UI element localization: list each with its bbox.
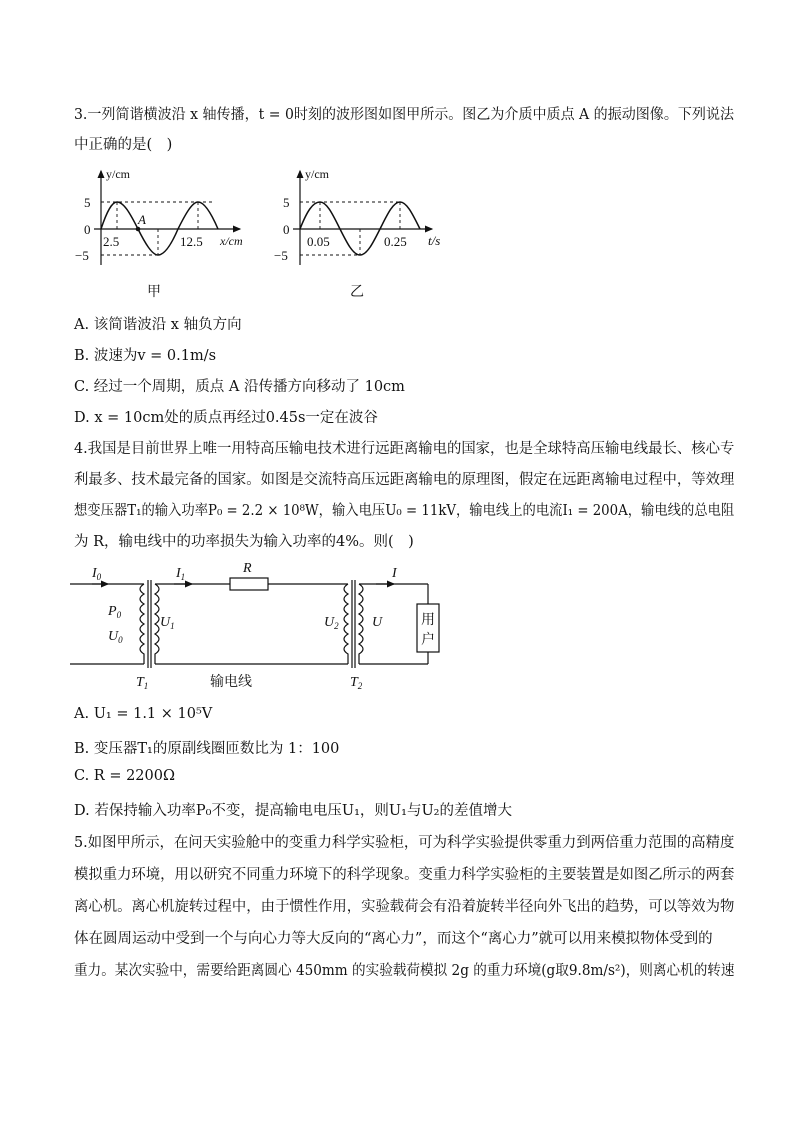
q4-option-a: A. U₁ = 1.1 × 10⁵V bbox=[74, 706, 213, 722]
q3-option-d: D. x = 10cm处的质点再经过0.45s一定在波谷 bbox=[74, 410, 378, 426]
q3-stem-line1: 3.一列简谐横波沿 x 轴传播，t = 0时刻的波形图如图甲所示。图乙为介质中质点 A 的振动图像。下列说法 bbox=[74, 107, 735, 123]
q3-yi-xlabel: t/s bbox=[428, 233, 441, 248]
q4-option-b: B. 变压器T₁的原副线圈匝数比为 1：100 bbox=[74, 741, 340, 757]
q4-stem-line2: 利最多、技术最完备的国家。如图是交流特高压远距离输电的原理图，假定在远距离输电过程中，等效理 bbox=[74, 472, 735, 488]
q3-option-c: C. 经过一个周期，质点 A 沿传播方向移动了 10cm bbox=[74, 379, 405, 395]
q4-t2-primary-coil bbox=[344, 584, 348, 664]
q3-jia-x1: 2.5 bbox=[103, 234, 120, 249]
q4-label-u0: $U_0$ bbox=[108, 629, 123, 645]
q3-yi-ylabel: y/cm bbox=[305, 167, 329, 181]
q3-jia-y-zero: 0 bbox=[84, 222, 91, 237]
q4-label-t2: $T_2$ bbox=[350, 675, 363, 691]
q3-jia-x2: 12.5 bbox=[180, 234, 203, 249]
q3-jia-caption: 甲 bbox=[147, 284, 161, 300]
q4-label-p0: $P_0$ bbox=[108, 604, 122, 620]
q5-stem-line1: 5.如图甲所示，在问天实验舱中的变重力科学实验柜，可为科学实验提供零重力到两倍重力范围的高精度 bbox=[74, 835, 735, 851]
q4-stem-line1: 4.我国是目前世界上唯一用特高压输电技术进行远距离输电的国家，也是全球特高压输电线最长、核心专 bbox=[74, 441, 735, 457]
q4-t2-secondary-coil bbox=[359, 584, 363, 664]
q3-yi-y-zero: 0 bbox=[283, 222, 290, 237]
q4-option-d: D. 若保持输入功率P₀不变，提高输电电压U₁，则U₁与U₂的差值增大 bbox=[74, 803, 512, 819]
q4-label-i1: $I_1$ bbox=[176, 566, 186, 582]
q3-jia-point-a-dot bbox=[136, 227, 141, 232]
q4-label-u1: $U_1$ bbox=[160, 615, 175, 631]
q3-jia-point-a: A bbox=[138, 212, 146, 227]
q4-stem-line3: 想变压器T₁的输入功率P₀ = 2.2 × 10⁸W，输入电压U₀ = 11kV，输电线上的电流I₁ = 200A，输电线的总电阻 bbox=[74, 503, 735, 519]
q3-yi-y-top: 5 bbox=[283, 195, 290, 210]
q5-stem-line2: 模拟重力环境，用以研究不同重力环境下的科学现象。变重力科学实验柜的主要装置是如图乙所示的两套 bbox=[74, 867, 735, 883]
q4-label-user-bottom: 户 bbox=[421, 633, 435, 648]
q4-option-c: C. R = 2200Ω bbox=[74, 768, 176, 784]
q4-label-user-top: 用 bbox=[421, 613, 435, 628]
q3-yi-t1: 0.05 bbox=[307, 234, 330, 249]
q3-jia-xlabel: x/cm bbox=[220, 234, 243, 248]
q3-yi-t2: 0.25 bbox=[384, 234, 407, 249]
q4-label-line: 输电线 bbox=[210, 675, 252, 690]
q3-jia-y-bottom: −5 bbox=[75, 248, 89, 263]
q4-stem-line4: 为 R，输电线中的功率损失为输入功率的4%。则( ) bbox=[74, 534, 414, 550]
q4-transmission-circuit-diagram bbox=[70, 560, 450, 695]
q5-stem-line3: 离心机。离心机旋转过程中，由于惯性作用，实验载荷会有沿着旋转半径向外飞出的趋势，可以等效为物 bbox=[74, 899, 735, 915]
q4-label-t1: $T_1$ bbox=[136, 675, 149, 691]
q4-label-u: U bbox=[372, 615, 383, 630]
q3-jia-y-top: 5 bbox=[84, 195, 91, 210]
q3-figure-jia-wave-graph bbox=[74, 165, 264, 300]
q3-stem-line2: 中正确的是( ) bbox=[74, 137, 173, 153]
q4-label-i0: $I_0$ bbox=[92, 566, 102, 582]
q4-label-r: R bbox=[243, 561, 252, 576]
q4-t1-primary-coil bbox=[140, 584, 144, 664]
q4-resistor-r bbox=[230, 578, 268, 590]
q3-option-b: B. 波速为v = 0.1m/s bbox=[74, 348, 217, 364]
q4-label-i: I bbox=[392, 566, 397, 581]
q4-label-u2: $U_2$ bbox=[324, 615, 339, 631]
q3-jia-ylabel: y/cm bbox=[106, 167, 130, 181]
q4-t1-secondary-coil bbox=[155, 584, 159, 664]
q3-yi-y-bottom: −5 bbox=[274, 248, 288, 263]
q3-option-a: A. 该简谐波沿 x 轴负方向 bbox=[74, 317, 242, 333]
q5-stem-line4: 体在圆周运动中受到一个与向心力等大反向的“离心力”，而这个“离心力”就可以用来模拟物体受到的 bbox=[74, 931, 713, 947]
q3-yi-caption: 乙 bbox=[350, 284, 364, 300]
q3-figure-yi-vibration-graph bbox=[272, 165, 462, 300]
q5-stem-line5: 重力。某次实验中，需要给距离圆心 450mm 的实验载荷模拟 2g 的重力环境(g取9.8m/s²)，则离心机的转速 bbox=[74, 963, 735, 979]
